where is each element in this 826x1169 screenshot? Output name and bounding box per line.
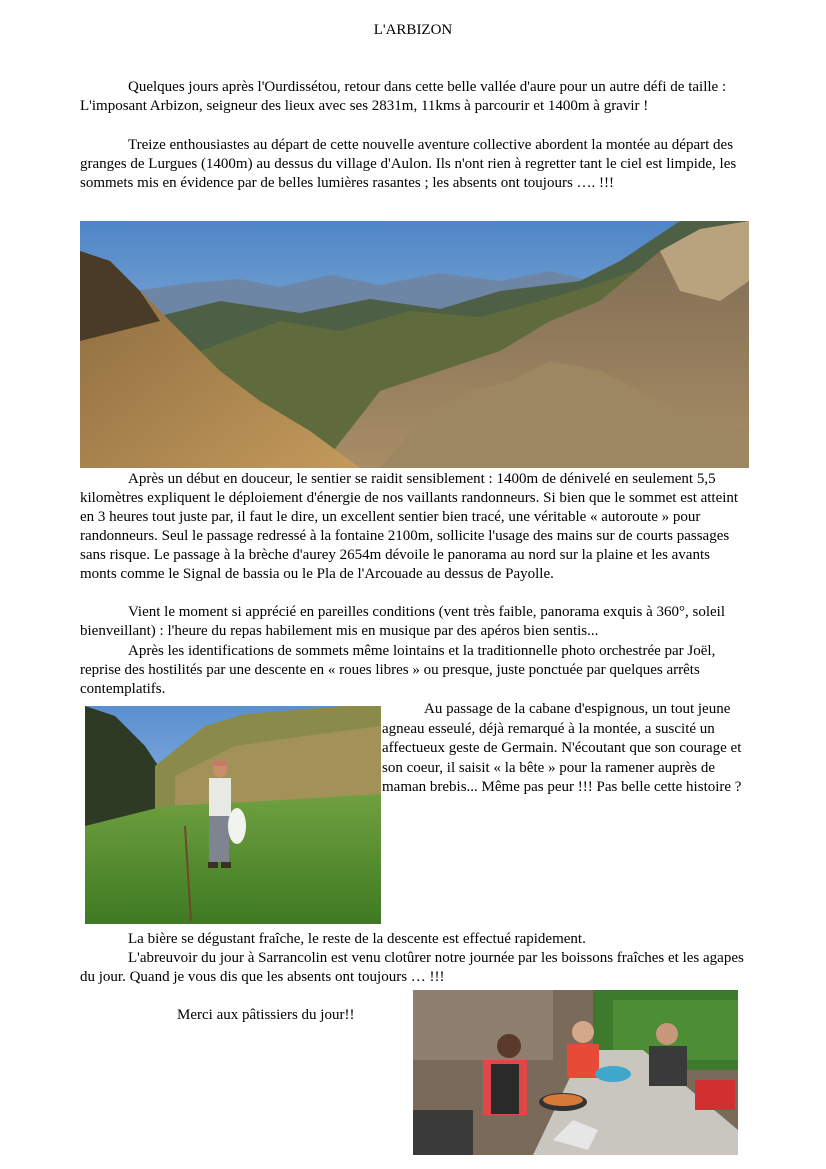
hiker-with-lamb-photo [85, 706, 381, 924]
document-title: L'ARBIZON [373, 22, 453, 38]
paragraph-sarrancolin: L'abreuvoir du jour à Sarrancolin est venu clotûrer notre journée par les boissons fraîches et les agapes du jour. Quand je vous dis que les absents ont toujours … !!! [80, 950, 744, 985]
closing-thanks: Merci aux pâtissiers du jour!! [177, 1007, 355, 1023]
paragraph-lunch: Vient le moment si apprécié en pareilles conditions (vent très faible, panorama exquis à 360°, soleil bienveillant) : l'heure du repas habilement mis en musique par des apéros bien sentis... [80, 604, 725, 639]
paragraph-departure: Treize enthousiastes au départ de cette nouvelle aventure collective abordent la montée au départ des granges de Lurgues (1400m) au dessus du village d'Aulon. Ils n'ont rien à regretter tant le ciel est limpide, les sommets mis en évidence par de belles lumières rasantes ; les absents ont toujours …. !!! [80, 137, 737, 191]
paragraph-intro: Quelques jours après l'Ourdissétou, retour dans cette belle vallée d'aure pour un autre défi de taille : L'imposant Arbizon, seigneur des lieux avec ses 2831m, 11kms à parcourir et 1400m à gravir ! [80, 79, 727, 114]
paragraph-ascent: Après un début en douceur, le sentier se raidit sensiblement : 1400m de dénivelé en seulement 5,5 kilomètres expliquent le déploiement d'énergie de nos vaillants randonneurs. Si bien que le sommet est atteint en 3 heures tout juste par, il faut le dire, un excellent sentier bien tracé, une véritable « autoroute » pour randonneurs. Seul le passage redressé à la fontaine 2100m, sollicite l'usage des mains sur de courts passages sans risque. Le passage à la brèche d'aurey 2654m dévoile le panorama au nord sur la plaine et les avants monts comme le Signal de bassia ou le Pla de l'Arcouade au dessus de Payolle. [80, 471, 739, 582]
terrace-meal-photo [413, 990, 738, 1155]
paragraph-lamb-story: Au passage de la cabane d'espignous, un tout jeune agneau esseulé, déjà remarqué à la montée, a suscité un affectueux geste de Germain. N'écoutant que son courage et son coeur, il saisit « la bête » pour la ramener auprès de maman brebis... Même pas peur !!! Pas belle cette histoire ? [382, 701, 742, 795]
paragraph-descent: Après les identifications de sommets même lointains et la traditionnelle photo orchestrée par Joël, reprise des hostilités par une descente en « roues libres » ou presque, juste ponctuée par quelques arrêts contemplatifs. [80, 643, 716, 697]
paragraph-beer: La bière se dégustant fraîche, le reste de la descente est effectué rapidement. [128, 931, 586, 947]
mountain-panorama-photo [80, 221, 749, 468]
